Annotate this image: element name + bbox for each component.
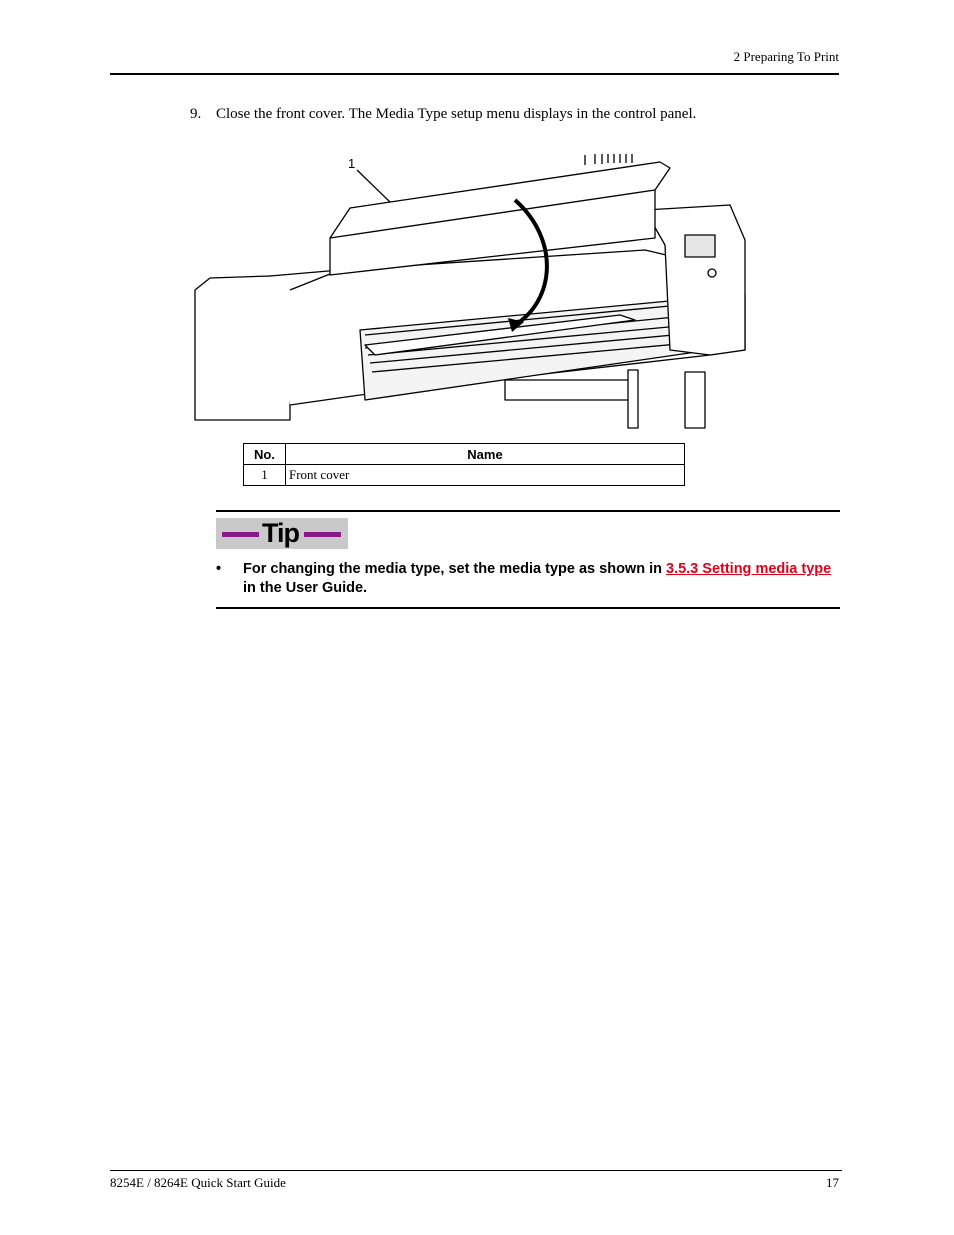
- tip-body: [216, 560, 840, 598]
- table-header-name: Name: [286, 444, 685, 465]
- callout-label: 1: [348, 156, 356, 171]
- printer-front-cover-illustration: [190, 150, 765, 435]
- footer-title: 8254E / 8264E Quick Start Guide: [110, 1175, 286, 1190]
- control-panel: [685, 235, 715, 257]
- tip-top-rule: [216, 510, 840, 512]
- tip-bullet: •: [216, 561, 222, 577]
- step-number: 9.: [190, 106, 202, 122]
- tip-bar-right: [304, 532, 341, 537]
- step-text: Close the front cover. The Media Type setup menu displays in the control panel.: [216, 106, 697, 122]
- tip-bar-left: [222, 532, 259, 537]
- callout-leader: [357, 170, 390, 202]
- page-number: 17: [826, 1175, 839, 1190]
- table-cell-name: Front cover: [286, 465, 685, 486]
- printer-top-guides: [585, 154, 632, 165]
- setting-media-type-link[interactable]: 3.5.3 Setting media type: [666, 561, 832, 577]
- table-cell-no: 1: [244, 465, 286, 486]
- parts-table: [243, 443, 685, 486]
- printer-leg-right: [685, 372, 705, 428]
- tip-badge: [216, 518, 348, 549]
- tip-text: [243, 560, 840, 598]
- table-header-no: No.: [244, 444, 286, 465]
- step-9: [190, 106, 696, 123]
- tip-badge-label: Tip: [262, 518, 299, 548]
- footer-rule: [110, 1170, 842, 1171]
- running-header: 2 Preparing To Print: [733, 49, 839, 64]
- header-rule: [110, 73, 839, 75]
- table-row: [244, 465, 685, 486]
- tip-text-after: in the User Guide.: [243, 580, 368, 596]
- tip-bottom-rule: [216, 607, 840, 609]
- tip-text-before: For changing the media type, set the media type as shown in: [243, 561, 666, 577]
- printer-base-bar: [505, 380, 630, 400]
- printer-leg-middle: [628, 370, 638, 428]
